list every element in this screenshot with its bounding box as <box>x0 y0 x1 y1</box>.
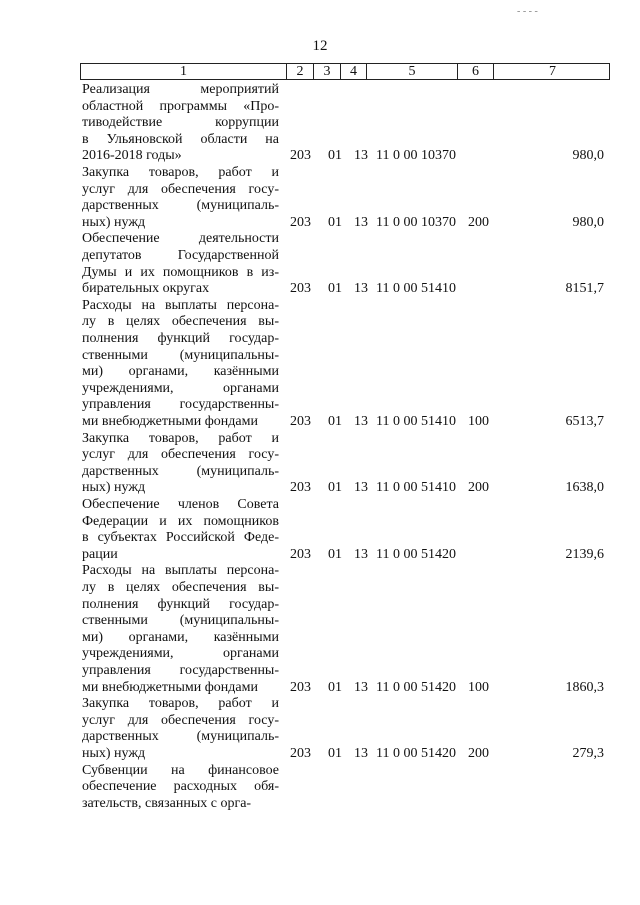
subsection-code: 13 <box>354 413 368 429</box>
description-line: Реализация мероприятий <box>82 82 279 97</box>
description-line: ми) органами, казёнными <box>82 629 279 645</box>
description-line: лу в целях обеспечения вы- <box>82 579 279 595</box>
table-header <box>80 63 610 80</box>
amount: 279,3 <box>572 745 604 761</box>
header-col-6: 6 <box>457 64 493 79</box>
description-line: услуг для обеспечения госу- <box>82 181 279 197</box>
amount: 1860,3 <box>565 679 604 695</box>
description-line: дарственных (муниципаль- <box>82 729 279 745</box>
description-line: учреждениями, органами <box>82 646 279 662</box>
description-line: Закупка товаров, работ и <box>82 165 279 180</box>
description-line: управления государственны- <box>82 662 279 678</box>
row-description <box>82 696 279 762</box>
section-code: 01 <box>328 546 342 562</box>
subsection-code: 13 <box>354 148 368 164</box>
description-line: управления государственны- <box>82 397 279 413</box>
description-line: Закупка товаров, работ и <box>82 696 279 712</box>
description-line: учреждениями, органами <box>82 380 279 396</box>
expense-type-code: 200 <box>468 480 489 496</box>
expense-type-code: 100 <box>468 413 489 429</box>
row-description <box>82 497 279 563</box>
subsection-code: 13 <box>354 214 368 230</box>
expense-type-code: 100 <box>468 679 489 695</box>
description-line: тиводействие коррупции <box>82 115 279 131</box>
amount: 1638,0 <box>565 480 604 496</box>
section-code: 01 <box>328 281 342 297</box>
section-code: 01 <box>328 214 342 230</box>
row-description <box>82 563 279 696</box>
grbs-code: 203 <box>290 413 311 429</box>
description-line: дарственных (муниципаль- <box>82 463 279 479</box>
subsection-code: 13 <box>354 546 368 562</box>
grbs-code: 203 <box>290 148 311 164</box>
section-code: 01 <box>328 413 342 429</box>
description-line: полнения функций государ- <box>82 596 279 612</box>
subsection-code: 13 <box>354 281 368 297</box>
amount: 980,0 <box>572 148 604 164</box>
target-article-code: 11 0 00 51420 <box>376 745 456 761</box>
description-line: ми внебюджетными фондами <box>82 413 258 429</box>
scan-mark: - - - - <box>517 6 538 17</box>
description-line: Субвенции на финансовое <box>82 762 279 778</box>
description-line: ми) органами, казёнными <box>82 364 279 380</box>
header-col-2: 2 <box>286 64 313 79</box>
description-line: Думы и их помощников в из- <box>82 264 279 280</box>
description-line: услуг для обеспечения госу- <box>82 447 279 463</box>
description-line: депутатов Государственной <box>82 247 279 263</box>
target-article-code: 11 0 00 51420 <box>376 546 456 562</box>
target-article-code: 11 0 00 10370 <box>376 148 456 164</box>
grbs-code: 203 <box>290 679 311 695</box>
description-line: Федерации и их помощников <box>82 513 279 529</box>
grbs-code: 203 <box>290 480 311 496</box>
description-line: услуг для обеспечения госу- <box>82 712 279 728</box>
row-description <box>82 431 279 497</box>
amount: 8151,7 <box>565 281 604 297</box>
description-line: Расходы на выплаты персона- <box>82 563 279 579</box>
description-line: в субъектах Российской Феде- <box>82 530 279 546</box>
section-code: 01 <box>328 679 342 695</box>
row-description <box>82 231 279 297</box>
target-article-code: 11 0 00 51410 <box>376 281 456 297</box>
description-line: Обеспечение деятельности <box>82 231 279 247</box>
amount: 6513,7 <box>565 413 604 429</box>
description-line: ственными (муниципальны- <box>82 613 279 629</box>
description-line: ми внебюджетными фондами <box>82 679 258 695</box>
description-line: рации <box>82 546 118 562</box>
description-line: ственными (муниципальны- <box>82 347 279 363</box>
expense-type-code: 200 <box>468 214 489 230</box>
grbs-code: 203 <box>290 281 311 297</box>
description-line: зательств, связанных с орга- <box>82 795 252 811</box>
description-line: обеспечение расходных обя- <box>82 779 279 795</box>
description-line: ных) нужд <box>82 480 146 496</box>
amount: 2139,6 <box>565 546 604 562</box>
header-col-4: 4 <box>340 64 366 79</box>
description-line: Расходы на выплаты персона- <box>82 297 279 313</box>
description-line: лу в целях обеспечения вы- <box>82 314 279 330</box>
row-description <box>82 165 279 231</box>
description-line: 2016-2018 годы» <box>82 148 182 164</box>
description-line: в Ульяновской области на <box>82 131 279 147</box>
subsection-code: 13 <box>354 679 368 695</box>
section-code: 01 <box>328 745 342 761</box>
section-code: 01 <box>328 148 342 164</box>
header-col-1: 1 <box>180 64 187 79</box>
header-col-3: 3 <box>313 64 340 79</box>
subsection-code: 13 <box>354 480 368 496</box>
grbs-code: 203 <box>290 745 311 761</box>
row-description <box>82 82 279 165</box>
section-code: 01 <box>328 480 342 496</box>
description-line: ных) нужд <box>82 745 146 761</box>
target-article-code: 11 0 00 10370 <box>376 214 456 230</box>
description-line: бирательных округах <box>82 281 210 297</box>
page-number: 12 <box>312 38 328 54</box>
row-description <box>82 763 279 813</box>
header-col-5: 5 <box>366 64 457 79</box>
description-line: полнения функций государ- <box>82 330 279 346</box>
header-col-7: 7 <box>493 64 611 79</box>
description-line: Закупка товаров, работ и <box>82 430 279 446</box>
description-line: ных) нужд <box>82 214 146 230</box>
grbs-code: 203 <box>290 546 311 562</box>
target-article-code: 11 0 00 51410 <box>376 413 456 429</box>
description-line: областной программы «Про- <box>82 98 279 114</box>
expense-type-code: 200 <box>468 745 489 761</box>
amount: 980,0 <box>572 214 604 230</box>
description-line: Обеспечение членов Совета <box>82 497 279 512</box>
target-article-code: 11 0 00 51420 <box>376 679 456 695</box>
subsection-code: 13 <box>354 745 368 761</box>
grbs-code: 203 <box>290 214 311 230</box>
target-article-code: 11 0 00 51410 <box>376 480 456 496</box>
row-description <box>82 298 279 431</box>
description-line: дарственных (муниципаль- <box>82 198 279 214</box>
